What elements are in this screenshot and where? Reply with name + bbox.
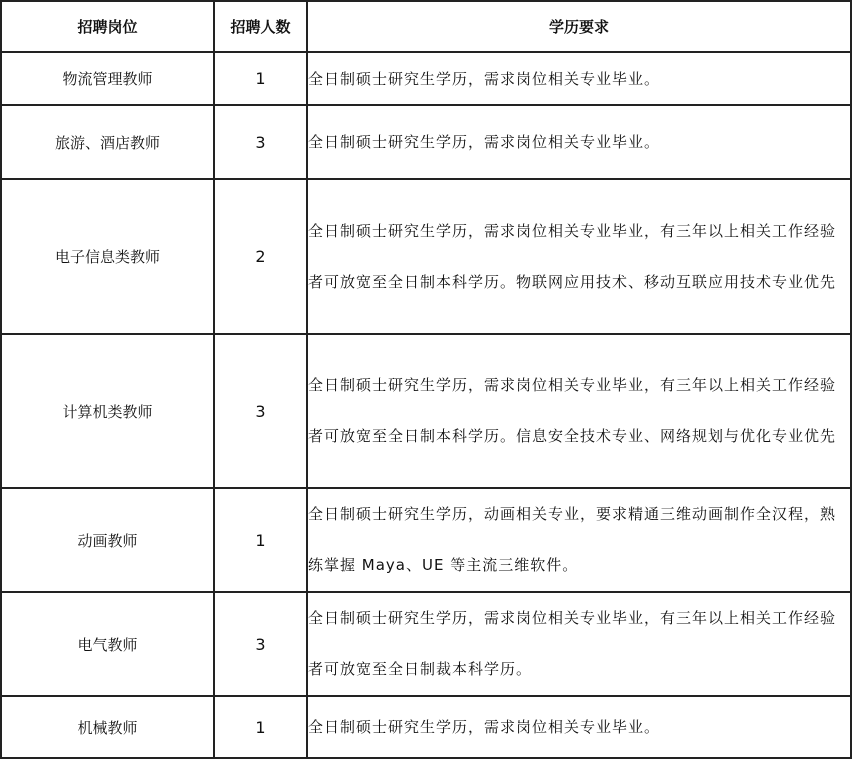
table-row [1,696,851,758]
requirement-cell: 全日制硕士研究生学历，动画相关专业，要求精通三维动画制作全汉程，熟练掌握 Maya、UE 等主流三维软件。 [307,488,851,592]
position-cell: 电子信息类教师 [1,179,214,334]
count-cell: 1 [214,696,307,758]
table-header-row [1,1,851,52]
position-cell: 物流管理教师 [1,52,214,105]
header-requirement: 学历要求 [307,1,851,52]
count-cell: 3 [214,592,307,696]
header-count: 招聘人数 [214,1,307,52]
position-cell: 动画教师 [1,488,214,592]
requirement-cell: 全日制硕士研究生学历，需求岗位相关专业毕业。 [307,696,851,758]
requirement-cell: 全日制硕士研究生学历，需求岗位相关专业毕业，有三年以上相关工作经验者可放宽至全日制裁本科学历。 [307,592,851,696]
requirement-cell: 全日制硕士研究生学历，需求岗位相关专业毕业，有三年以上相关工作经验者可放宽至全日制本科学历。信息安全技术专业、网络规划与优化专业优先 [307,334,851,488]
header-position: 招聘岗位 [1,1,214,52]
table-row [1,179,851,334]
count-cell: 3 [214,105,307,179]
position-cell: 机械教师 [1,696,214,758]
table-row [1,105,851,179]
count-cell: 1 [214,488,307,592]
count-cell: 1 [214,52,307,105]
requirement-cell: 全日制硕士研究生学历，需求岗位相关专业毕业。 [307,105,851,179]
position-cell: 电气教师 [1,592,214,696]
position-cell: 旅游、酒店教师 [1,105,214,179]
requirement-cell: 全日制硕士研究生学历，需求岗位相关专业毕业。 [307,52,851,105]
position-cell: 计算机类教师 [1,334,214,488]
table-row [1,52,851,105]
table-row [1,334,851,488]
count-cell: 3 [214,334,307,488]
requirement-cell: 全日制硕士研究生学历，需求岗位相关专业毕业，有三年以上相关工作经验者可放宽至全日制本科学历。物联网应用技术、移动互联应用技术专业优先 [307,179,851,334]
count-cell: 2 [214,179,307,334]
table-row [1,592,851,696]
table-row [1,488,851,592]
